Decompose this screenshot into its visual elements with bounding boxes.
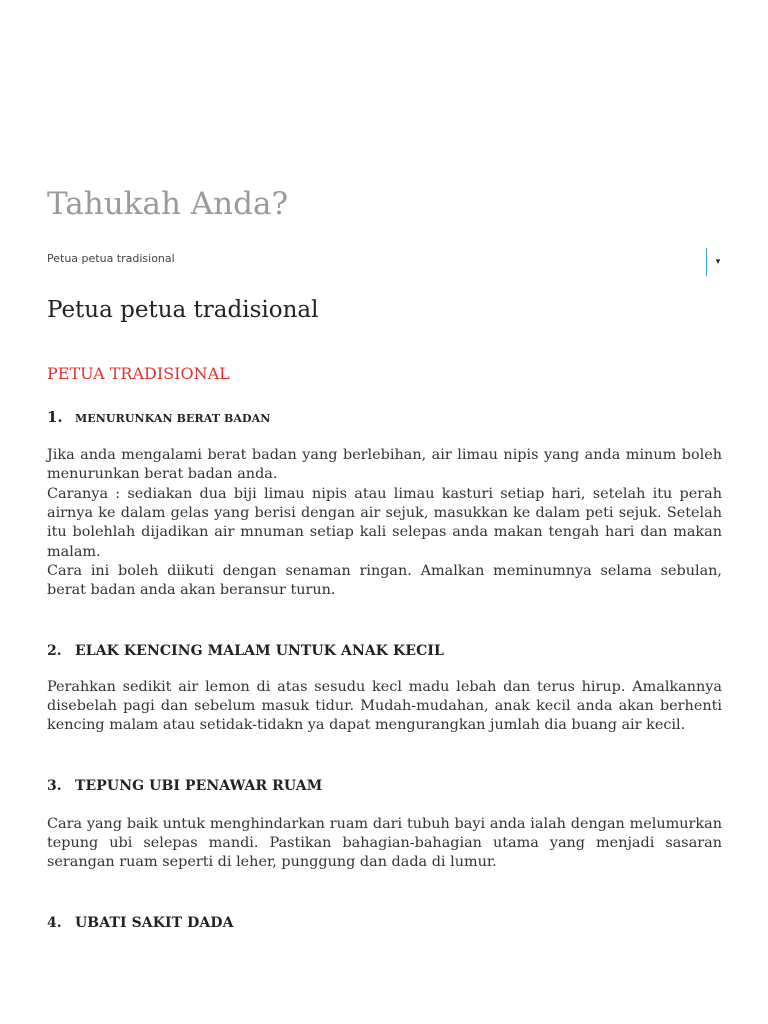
item-number: 1.: [47, 408, 63, 426]
item-paragraph: Cara yang baik untuk menghindarkan ruam dari tubuh bayi anda ialah dengan melumurkan tepung ubi selepas mandi. Pastikan bahagian-bahagian utama yang menjadi sasaran serangan ruam seperti di leher, punggung dan dada di lumur.: [47, 816, 722, 871]
item-title: UBATI SAKIT DADA: [75, 915, 234, 931]
item-heading: [47, 775, 322, 794]
item-number: 2.: [47, 643, 62, 659]
item-title: TEPUNG UBI PENAWAR RUAM: [75, 778, 323, 794]
blog-title[interactable]: Tahukah Anda?: [47, 186, 289, 222]
item-title: ELAK KENCING MALAM UNTUK ANAK KECIL: [75, 643, 444, 659]
item-paragraph: Perahkan sedikit air lemon di atas sesudu kecl madu lebah dan terus hirup. Amalkannya disebelah pagi dan sebelum masuk tidur. Mudah-mudahan, anak kecil anda akan berhenti kencing malam atau setidak-tidakn ya dapat mengurangkan jumlah dia buang air kecil.: [47, 679, 722, 734]
item-paragraph: Caranya : sediakan dua biji limau nipis atau limau kasturi setiap hari, setelah itu perah airnya ke dalam gelas yang berisi dengan air sejuk, masukkan ke dalam peti sejuk. Setelah itu bolehlah dijadikan air mnuman setiap kali selepas anda makan tengah hari dan makan malam.: [47, 486, 722, 560]
nav-divider: [706, 248, 707, 276]
section-heading: PETUA TRADISIONAL: [47, 364, 230, 383]
nav-current-page[interactable]: Petua petua tradisional: [47, 252, 175, 265]
item-heading: [47, 407, 270, 426]
dropdown-arrow-icon[interactable]: ▾: [715, 257, 721, 267]
item-title: MENURUNKAN BERAT BADAN: [75, 412, 271, 425]
item-paragraph: Cara ini boleh diikuti dengan senaman ringan. Amalkan meminumnya selama sebulan, berat badan anda akan beransur turun.: [47, 563, 722, 599]
page-navigation: [47, 246, 722, 278]
item-number: 3.: [47, 778, 62, 794]
item-number: 4.: [47, 915, 62, 931]
item-paragraph: Jika anda mengalami berat badan yang berlebihan, air limau nipis yang anda minum boleh menurunkan berat badan anda.: [47, 447, 722, 483]
item-heading: [47, 912, 234, 931]
post-title: Petua petua tradisional: [47, 297, 319, 323]
item-heading: [47, 640, 444, 659]
